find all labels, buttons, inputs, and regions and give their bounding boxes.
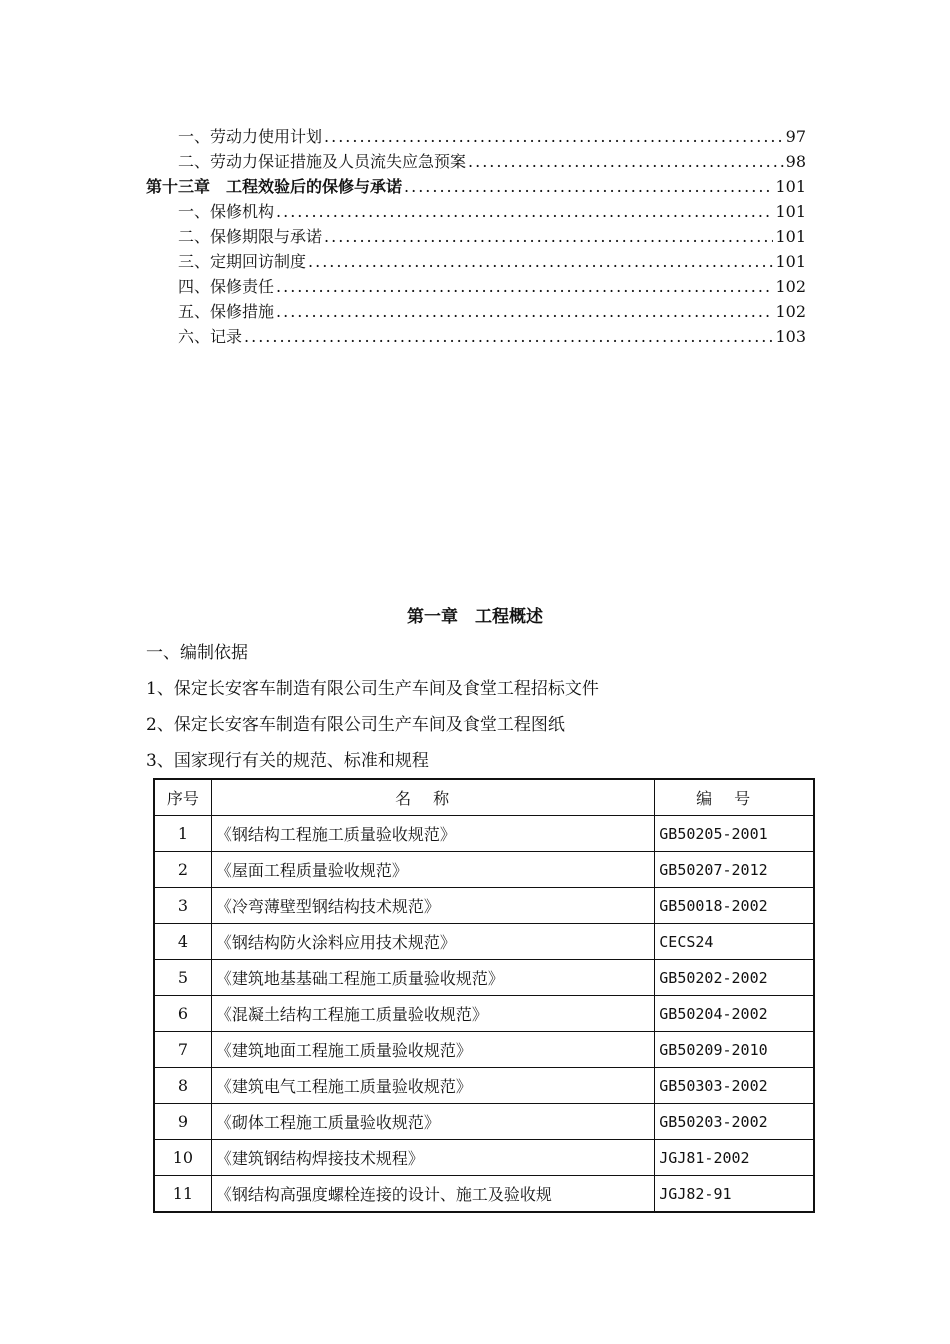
row-number: 4	[154, 924, 211, 960]
table-row	[154, 1176, 814, 1213]
header-name: 名称	[211, 779, 654, 816]
toc-entry-text: 四、保修责任	[178, 277, 275, 296]
toc-leader-dots	[324, 127, 784, 146]
row-standard-code: GB50018-2002	[655, 888, 814, 924]
table-row	[154, 1068, 814, 1104]
row-standard-code: GB50303-2002	[655, 1068, 814, 1104]
header-no: 序号	[154, 779, 211, 816]
row-number: 6	[154, 996, 211, 1032]
row-number: 1	[154, 816, 211, 852]
toc-page-number: 103	[775, 327, 806, 346]
toc-entry-text: 二、保修期限与承诺	[178, 227, 323, 246]
row-standard-name: 《冷弯薄壁型钢结构技术规范》	[211, 888, 654, 924]
toc-page-number: 101	[775, 227, 806, 246]
table-header-row	[154, 779, 814, 816]
row-standard-code: GB50205-2001	[655, 816, 814, 852]
basis-item-2: 2、保定长安客车制造有限公司生产车间及食堂工程图纸	[146, 715, 565, 735]
toc-page-number: 101	[775, 177, 806, 196]
row-number: 2	[154, 852, 211, 888]
row-number: 5	[154, 960, 211, 996]
row-standard-name: 《建筑地面工程施工质量验收规范》	[211, 1032, 654, 1068]
row-number: 8	[154, 1068, 211, 1104]
toc-entry-text: 三、定期回访制度	[178, 252, 307, 271]
row-standard-name: 《屋面工程质量验收规范》	[211, 852, 654, 888]
toc-page-number: 98	[785, 152, 806, 171]
toc-entry-text: 二、劳动力保证措施及人员流失应急预案	[178, 152, 467, 171]
toc-entry[interactable]	[146, 274, 806, 299]
toc-entry-text: 一、保修机构	[178, 202, 275, 221]
toc-entry[interactable]	[146, 174, 806, 199]
row-standard-name: 《建筑电气工程施工质量验收规范》	[211, 1068, 654, 1104]
basis-item-3: 3、国家现行有关的规范、标准和规程	[146, 751, 429, 771]
row-standard-code: GB50202-2002	[655, 960, 814, 996]
row-standard-name: 《建筑地基基础工程施工质量验收规范》	[211, 960, 654, 996]
row-standard-code: GB50209-2010	[655, 1032, 814, 1068]
toc-page-number: 102	[775, 302, 806, 321]
row-standard-code: JGJ82-91	[655, 1176, 814, 1213]
table-row	[154, 996, 814, 1032]
table-row	[154, 1140, 814, 1176]
standards-table-body	[154, 816, 814, 1213]
table-row	[154, 924, 814, 960]
row-standard-name: 《钢结构工程施工质量验收规范》	[211, 816, 654, 852]
toc-entry[interactable]	[146, 224, 806, 249]
row-standard-name: 《建筑钢结构焊接技术规程》	[211, 1140, 654, 1176]
toc-entry[interactable]	[146, 249, 806, 274]
row-standard-name: 《砌体工程施工质量验收规范》	[211, 1104, 654, 1140]
row-number: 9	[154, 1104, 211, 1140]
toc-leader-dots	[244, 327, 773, 346]
row-number: 11	[154, 1176, 211, 1213]
toc-entry-text: 五、保修措施	[178, 302, 275, 321]
toc-page-number: 101	[775, 202, 806, 221]
row-standard-code: CECS24	[655, 924, 814, 960]
table-row	[154, 1032, 814, 1068]
row-standard-name: 《钢结构高强度螺栓连接的设计、施工及验收规	[211, 1176, 654, 1213]
row-standard-code: GB50207-2012	[655, 852, 814, 888]
toc-entry-text: 六、记录	[178, 327, 243, 346]
toc-entry[interactable]	[146, 149, 806, 174]
table-row	[154, 960, 814, 996]
toc-leader-dots	[324, 227, 773, 246]
toc-leader-dots	[276, 202, 773, 221]
row-standard-name: 《混凝土结构工程施工质量验收规范》	[211, 996, 654, 1032]
row-number: 7	[154, 1032, 211, 1068]
row-number: 3	[154, 888, 211, 924]
row-standard-code: JGJ81-2002	[655, 1140, 814, 1176]
row-standard-code: GB50203-2002	[655, 1104, 814, 1140]
toc-page-number: 97	[785, 127, 806, 146]
toc-entry[interactable]	[146, 324, 806, 349]
table-row	[154, 1104, 814, 1140]
table-row	[154, 852, 814, 888]
toc-page-number: 102	[775, 277, 806, 296]
toc-leader-dots	[276, 302, 773, 321]
row-number: 10	[154, 1140, 211, 1176]
table-of-contents	[146, 124, 806, 349]
section-heading: 一、编制依据	[146, 643, 248, 663]
basis-item-1: 1、保定长安客车制造有限公司生产车间及食堂工程招标文件	[146, 679, 599, 699]
row-standard-name: 《钢结构防火涂料应用技术规范》	[211, 924, 654, 960]
toc-leader-dots	[276, 277, 773, 296]
toc-entry[interactable]	[146, 124, 806, 149]
table-row	[154, 816, 814, 852]
standards-table	[153, 778, 815, 1213]
toc-leader-dots	[404, 177, 773, 196]
toc-entry[interactable]	[146, 299, 806, 324]
header-code: 编号	[655, 779, 814, 816]
toc-page-number: 101	[775, 252, 806, 271]
toc-leader-dots	[468, 152, 784, 171]
table-row	[154, 888, 814, 924]
toc-entry-text: 第十三章 工程效验后的保修与承诺	[146, 177, 403, 196]
toc-entry-text: 一、劳动力使用计划	[178, 127, 323, 146]
row-standard-code: GB50204-2002	[655, 996, 814, 1032]
toc-entry[interactable]	[146, 199, 806, 224]
toc-leader-dots	[308, 252, 773, 271]
chapter-title: 第一章 工程概述	[407, 607, 543, 627]
